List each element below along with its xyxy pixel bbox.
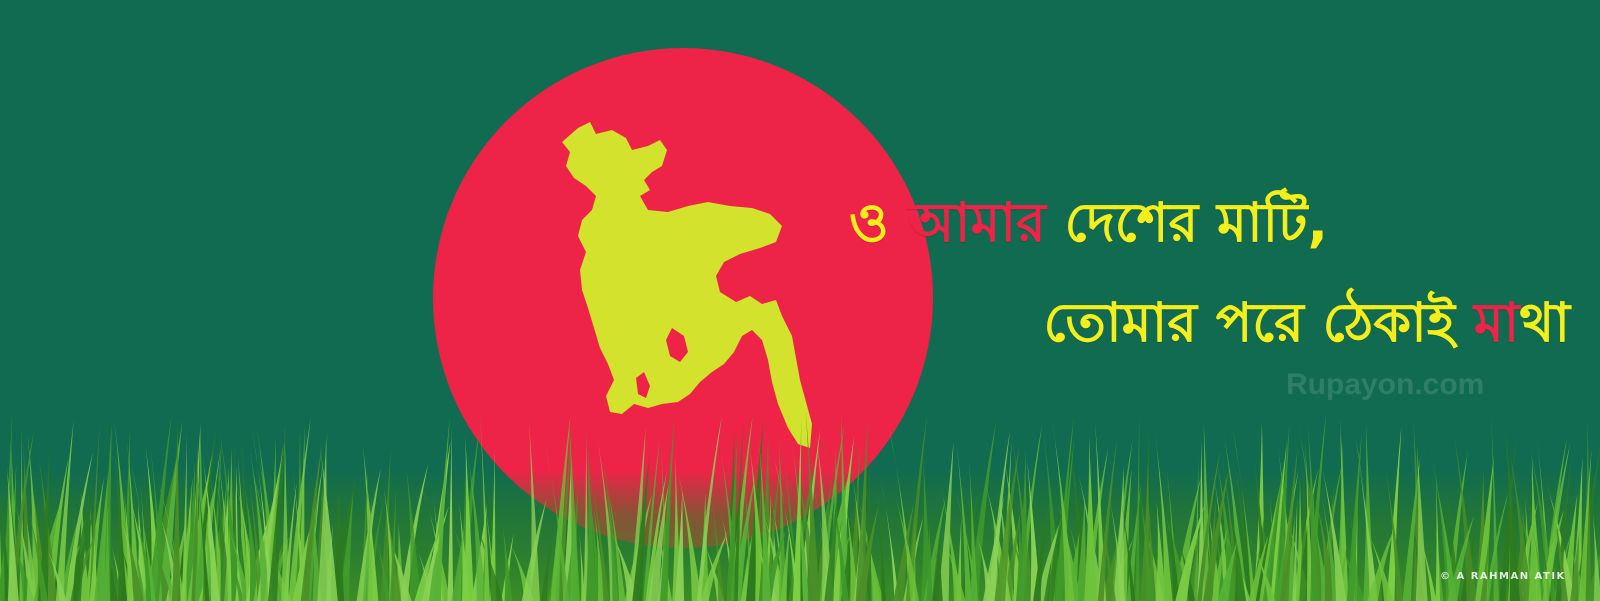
caption-segment-2-2: থা — [1519, 291, 1570, 354]
watermark: Rupayon.com — [1286, 368, 1485, 401]
caption-line-2 — [1043, 291, 1570, 354]
caption-segment-2-0: তোমার পরে ঠেকাই — [1043, 291, 1474, 354]
caption-segment-1-2: দেশের মাটি, — [1045, 191, 1328, 254]
caption-segment-1-0: ও — [848, 191, 908, 254]
caption-line-1 — [848, 191, 1328, 254]
caption-segment-1-1: আমার — [907, 191, 1046, 254]
credit: © A RAHMAN ATIK — [1440, 571, 1566, 582]
caption-segment-2-1: মা — [1473, 291, 1520, 354]
